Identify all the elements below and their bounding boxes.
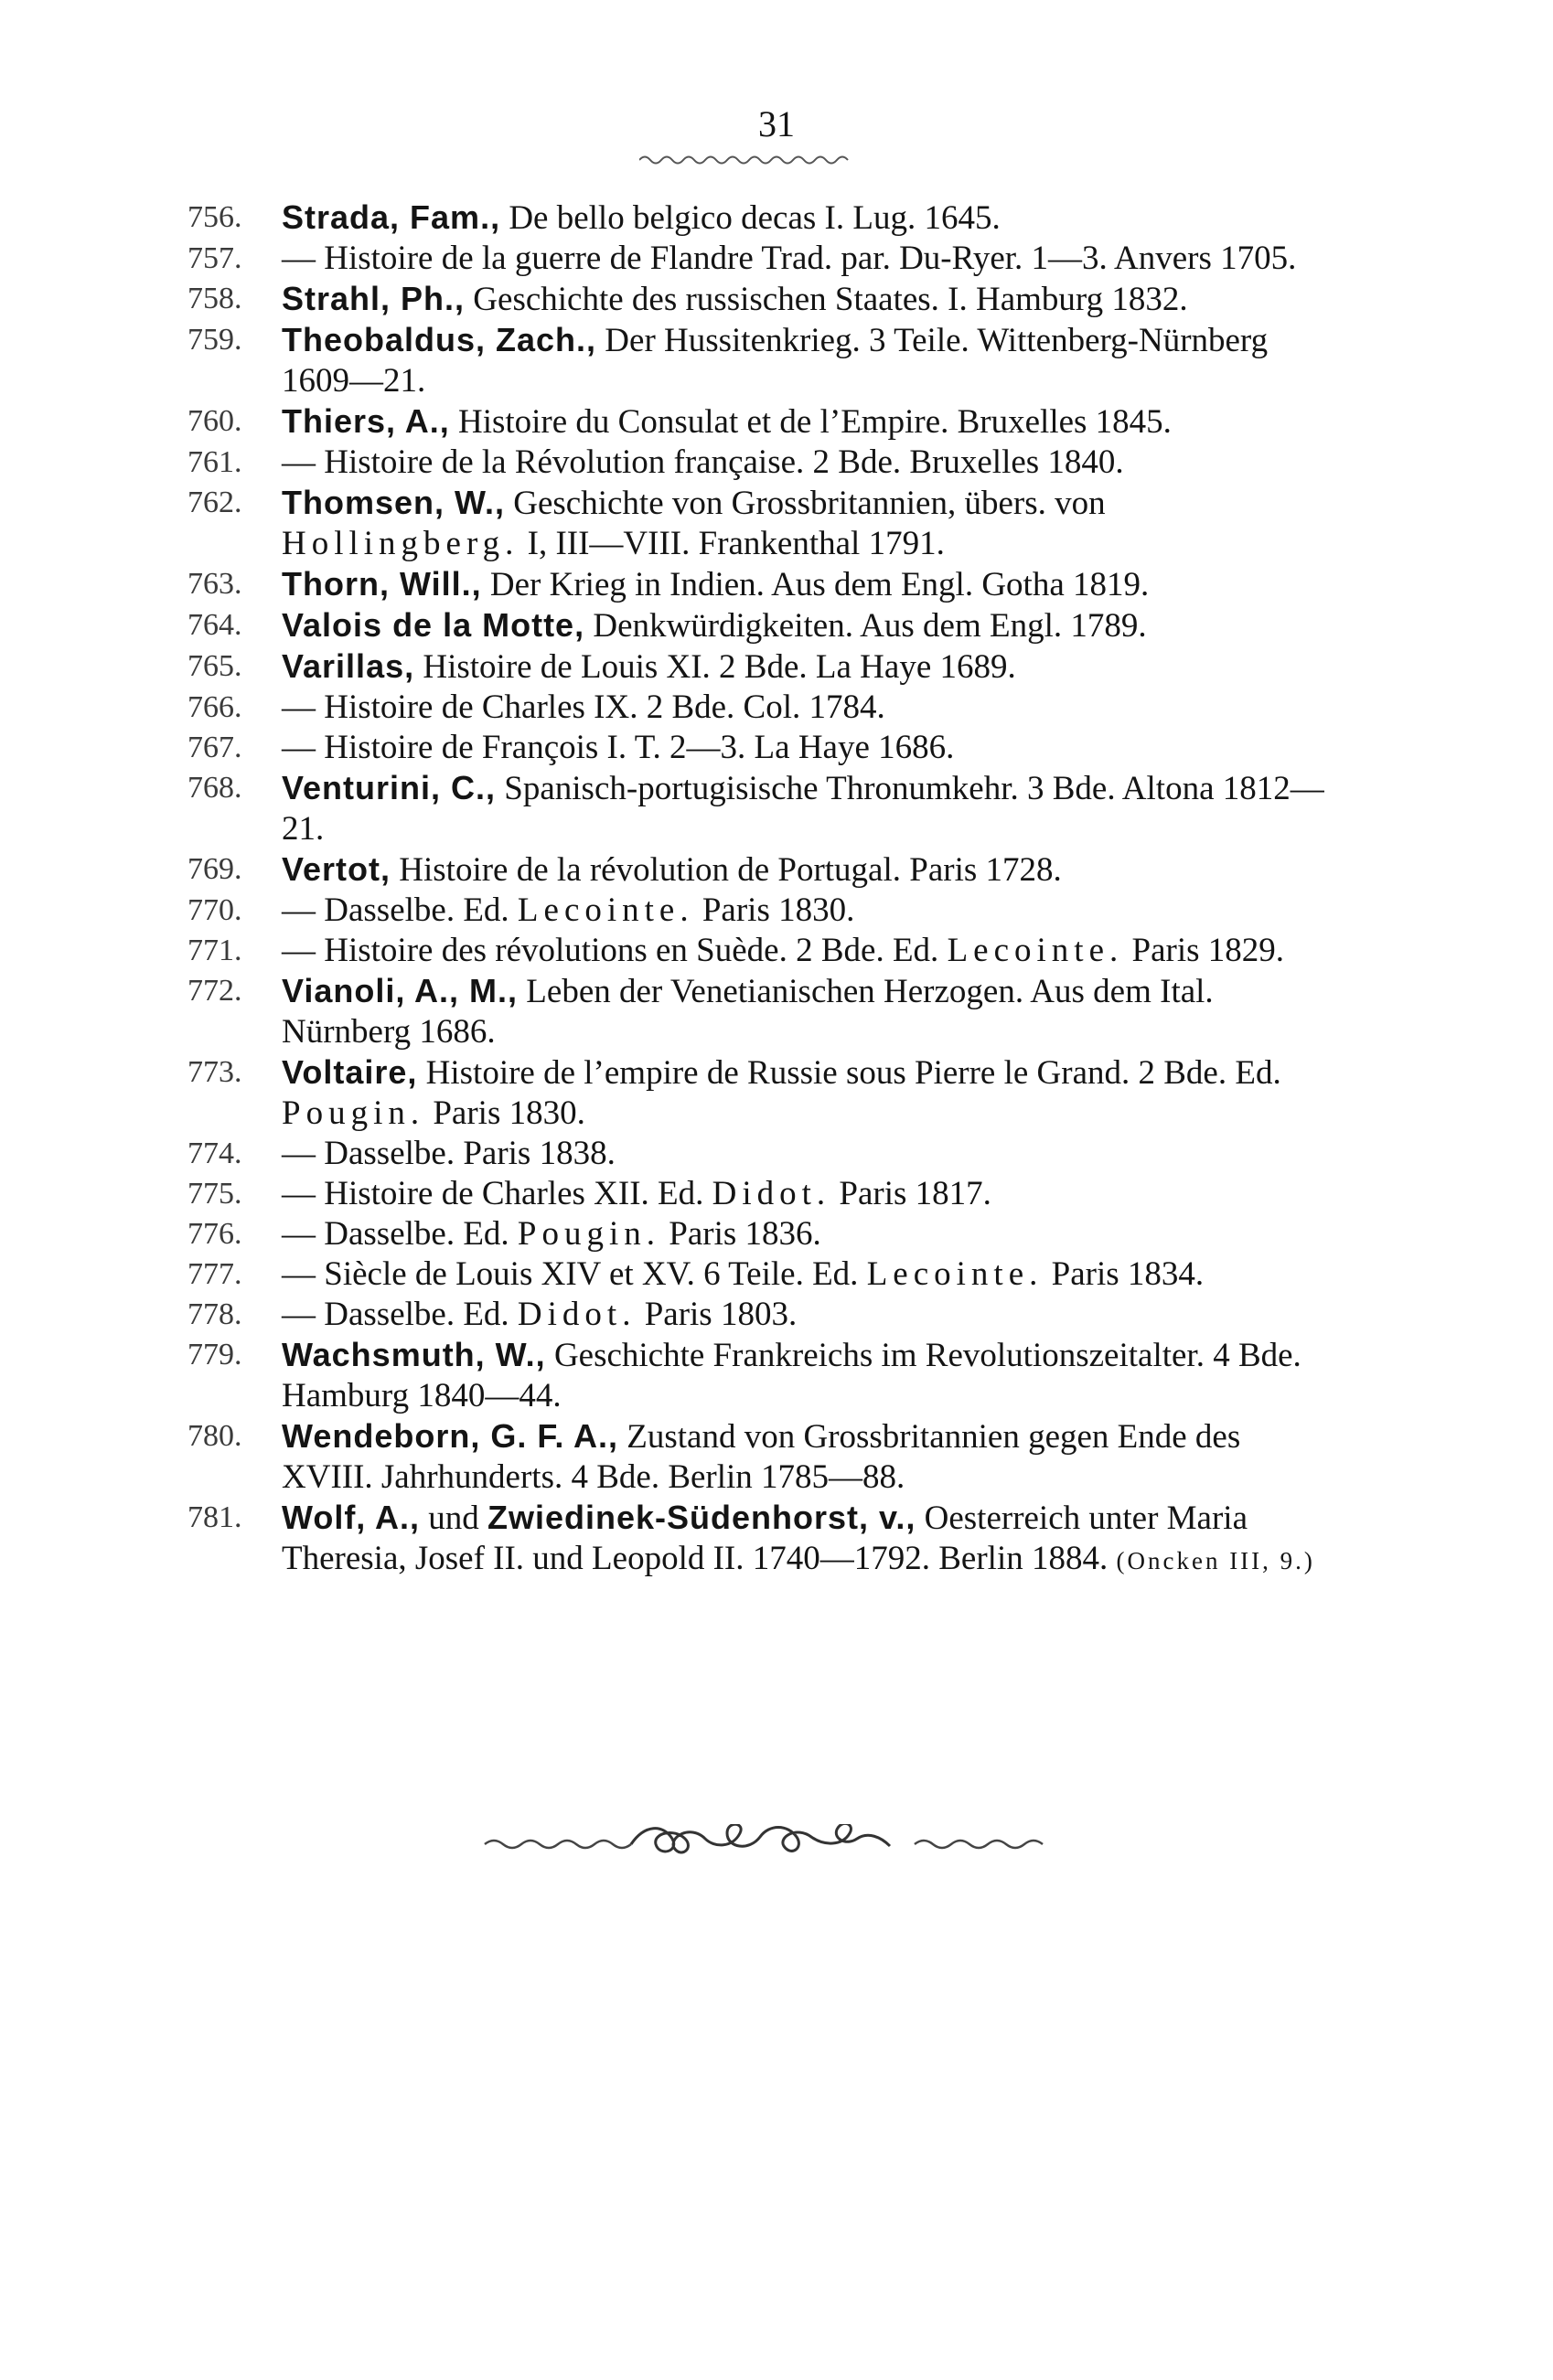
entry-780	[187, 1416, 1340, 1498]
entry-editor: Didot.	[712, 1175, 831, 1212]
entry-number: 767.	[187, 731, 242, 764]
entry-769	[187, 849, 1340, 891]
entry-text-tail: Paris 1817.	[830, 1175, 991, 1212]
entry-number: 768.	[187, 771, 242, 805]
entry-author: Strada, Fam.,	[282, 198, 501, 236]
entry-text: Histoire du Consulat et de l’Empire. Bruxelles 1845.	[449, 403, 1172, 441]
entry-editor: Lecointe.	[517, 891, 694, 929]
entry-778	[187, 1295, 1340, 1335]
entry-text: — Histoire de la guerre de Flandre Trad. par. Du-Ryer. 1—3. Anvers 1705.	[282, 240, 1297, 277]
entry-text-tail: Oesterreich unter Maria Theresia, Josef II. und Leopold II. 1740—1792. Berlin 1884.	[282, 1500, 1248, 1577]
entry-758	[187, 279, 1340, 320]
entry-author: Theobaldus, Zach.,	[282, 321, 597, 358]
entry-762	[187, 483, 1340, 564]
header-ornament	[639, 152, 850, 168]
entry-text: — Dasselbe. Ed.	[282, 891, 518, 929]
entry-771	[187, 931, 1340, 971]
entry-775	[187, 1174, 1340, 1214]
entry-number: 773.	[187, 1055, 242, 1089]
entry-764	[187, 605, 1340, 646]
entry-text: — Siècle de Louis XIV et XV. 6 Teile. Ed.	[282, 1255, 867, 1293]
entry-number: 777.	[187, 1257, 242, 1291]
entry-author: Voltaire,	[282, 1053, 418, 1091]
entry-text: Geschichte des russischen Staates. I. Hamburg 1832.	[465, 281, 1188, 318]
entry-author: Wendeborn, G. F. A.,	[282, 1417, 619, 1455]
entry-781	[187, 1498, 1340, 1581]
entry-text: Zustand von Grossbritannien gegen Ende des XVIII. Jahrhunderts. 4 Bde. Berlin 1785—88.	[282, 1418, 1241, 1496]
entry-author: Valois de la Motte,	[282, 606, 585, 644]
entry-text: Denkwürdigkeiten. Aus dem Engl. 1789.	[584, 607, 1147, 645]
entry-756	[187, 197, 1340, 239]
entry-text: Histoire de l’empire de Russie sous Pierre le Grand. 2 Bde. Ed.	[417, 1054, 1281, 1092]
entry-776	[187, 1214, 1340, 1254]
entry-text: Geschichte Frankreichs im Revolutionszeitalter. 4 Bde. Hamburg 1840—44.	[282, 1337, 1301, 1414]
entry-777	[187, 1254, 1340, 1295]
entry-773	[187, 1052, 1340, 1134]
entry-number: 776.	[187, 1217, 242, 1251]
entry-number: 757.	[187, 241, 242, 275]
entry-editor: Pougin.	[517, 1215, 661, 1253]
entry-text: — Histoire des révolutions en Suède. 2 Bde. Ed.	[282, 932, 948, 969]
entry-text: — Histoire de François I. T. 2—3. La Haye 1686.	[282, 729, 955, 766]
entry-editor: Pougin.	[282, 1094, 425, 1132]
entry-number: 756.	[187, 200, 242, 234]
entry-765	[187, 646, 1340, 688]
entry-editor: Hollingberg.	[282, 525, 519, 562]
entry-text: — Dasselbe. Paris 1838.	[282, 1135, 616, 1172]
entry-number: 775.	[187, 1177, 242, 1211]
entry-number: 764.	[187, 608, 242, 642]
entry-772	[187, 971, 1340, 1052]
entry-text-tail: Paris 1836.	[660, 1215, 821, 1253]
entry-767	[187, 728, 1340, 768]
entry-editor: Lecointe.	[866, 1255, 1044, 1293]
entry-text-tail: Paris 1829.	[1123, 932, 1284, 969]
entry-text: Histoire de Louis XI. 2 Bde. La Haye 1689.	[414, 648, 1016, 686]
entry-text-tail: Paris 1830.	[693, 891, 855, 929]
entry-number: 769.	[187, 852, 242, 886]
entry-number: 759.	[187, 323, 242, 357]
entry-757	[187, 239, 1340, 279]
entry-author: Wachsmuth, W.,	[282, 1336, 546, 1373]
entry-author: Venturini, C.,	[282, 769, 497, 806]
entry-text: — Histoire de Charles IX. 2 Bde. Col. 1784.	[282, 688, 885, 726]
entry-text: Spanisch-portugisische Thronumkehr. 3 Bde. Altona 1812—21.	[282, 770, 1324, 848]
entry-number: 760.	[187, 404, 242, 438]
entry-number: 765.	[187, 649, 242, 683]
entry-author: Strahl, Ph.,	[282, 280, 466, 317]
entry-number: 771.	[187, 934, 242, 967]
entry-editor: Didot.	[517, 1296, 637, 1333]
entry-text-tail: Paris 1834.	[1043, 1255, 1205, 1293]
entry-text: — Histoire de la Révolution française. 2 Bde. Bruxelles 1840.	[282, 443, 1124, 481]
entry-author: Thomsen, W.,	[282, 484, 506, 521]
entry-author: Thiers, A.,	[282, 402, 450, 440]
entry-text: De bello belgico decas I. Lug. 1645.	[500, 199, 1001, 237]
entry-768	[187, 768, 1340, 849]
entry-760	[187, 401, 1340, 443]
entry-number: 770.	[187, 893, 242, 927]
entry-text: — Histoire de Charles XII. Ed.	[282, 1175, 712, 1212]
bibliography-list	[0, 197, 1553, 1581]
entry-number: 781.	[187, 1500, 242, 1534]
entry-770	[187, 891, 1340, 931]
entry-author: Vertot,	[282, 850, 391, 888]
entry-author: Thorn, Will.,	[282, 565, 482, 603]
entry-number: 772.	[187, 974, 242, 1008]
entry-number: 780.	[187, 1419, 242, 1453]
entry-text: und	[419, 1500, 487, 1537]
entry-text: — Dasselbe. Ed.	[282, 1215, 518, 1253]
entry-number: 762.	[187, 486, 242, 519]
entry-number: 758.	[187, 282, 242, 315]
page-number: 31	[758, 103, 795, 144]
entry-779	[187, 1335, 1340, 1416]
entry-766	[187, 688, 1340, 728]
entry-number: 779.	[187, 1338, 242, 1371]
entry-text-tail: I, III—VIII. Frankenthal 1791.	[519, 525, 945, 562]
entry-text: Der Hussitenkrieg. 3 Teile. Wittenberg-Nürnberg 1609—21.	[282, 322, 1269, 400]
entry-761	[187, 443, 1340, 483]
entry-second-author: Zwiedinek-Südenhorst, v.,	[487, 1499, 916, 1536]
entry-text: Leben der Venetianischen Herzogen. Aus dem Ital. Nürnberg 1686.	[282, 973, 1214, 1051]
entry-759	[187, 320, 1340, 401]
entry-number: 763.	[187, 567, 242, 601]
entry-number: 766.	[187, 690, 242, 724]
footer-ornament	[476, 1824, 1070, 1861]
entry-text: Histoire de la révolution de Portugal. Paris 1728.	[391, 851, 1062, 889]
entry-774	[187, 1134, 1340, 1174]
entry-number: 761.	[187, 445, 242, 479]
entry-text: — Dasselbe. Ed.	[282, 1296, 518, 1333]
entry-text-tail: Paris 1803.	[636, 1296, 798, 1333]
entry-number: 774.	[187, 1137, 242, 1170]
entry-number: 778.	[187, 1297, 242, 1331]
entry-author: Vianoli, A., M.,	[282, 972, 519, 1009]
entry-author: Wolf, A.,	[282, 1499, 420, 1536]
entry-text: Geschichte von Grossbritannien, übers. von	[505, 485, 1106, 522]
entry-editor: Lecointe.	[947, 932, 1124, 969]
entry-reference: (Oncken III, 9.)	[1116, 1547, 1315, 1574]
entry-author: Varillas,	[282, 647, 415, 685]
entry-763	[187, 564, 1340, 605]
entry-text-tail: Paris 1830.	[424, 1094, 585, 1132]
entry-text: Der Krieg in Indien. Aus dem Engl. Gotha 1819.	[481, 566, 1150, 603]
